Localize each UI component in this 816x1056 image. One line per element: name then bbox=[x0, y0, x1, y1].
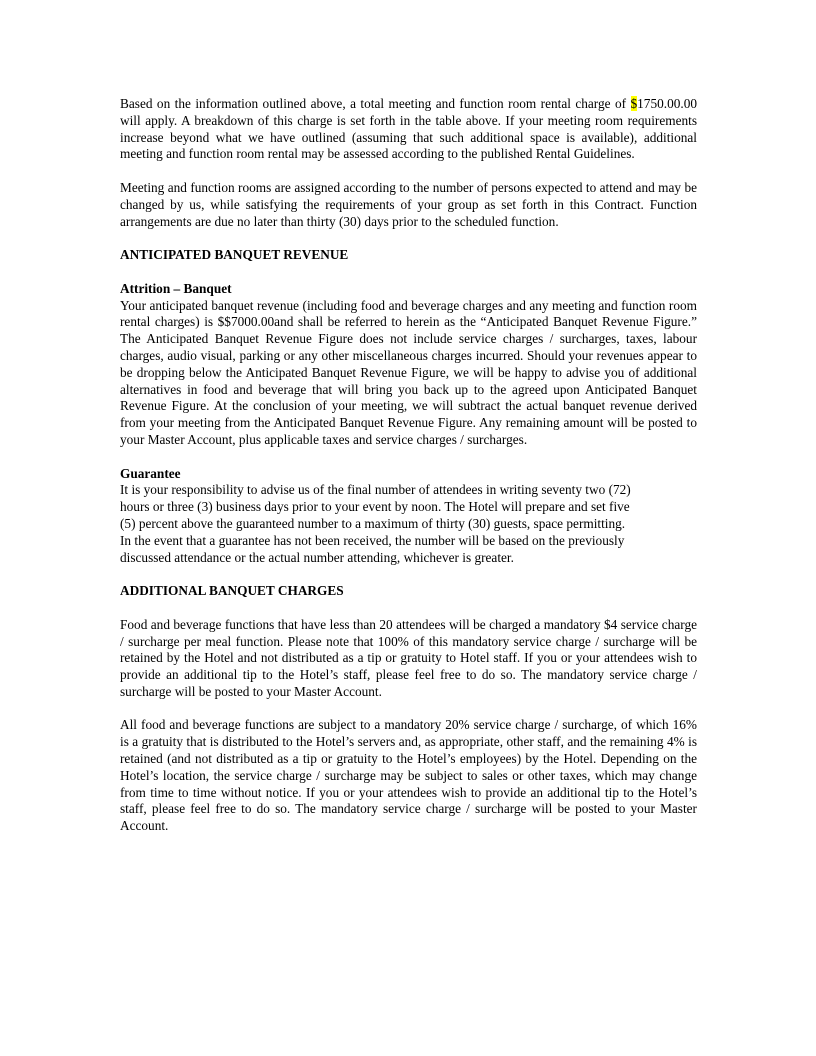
guarantee-line: (5) percent above the guaranteed number to a maximum of thirty (30) guests, space permitting. bbox=[120, 515, 626, 531]
attrition-paragraph: Your anticipated banquet revenue (including food and beverage charges and any meeting and function room rental charges) is $$7000.00and shall be referred to herein as the “Anticipated Banquet Revenue Figure.” The Anticipated Banquet Revenue Figure does not include service charges / surcharges, taxes, labour charges, audio visual, parking or any other miscellaneous charges incurred. Should your revenues appear to be dropping below the Anticipated Banquet Revenue Figure, we will be happy to advise you of additional alternatives in food and beverage that will bring you back up to the agreed upon Anticipated Banquet Revenue Figure. At the conclusion of your meeting, we will subtract the actual banquet revenue derived from your meeting from the Anticipated Banquet Revenue Figure. Any remaining amount will be posted to your Master Account, plus applicable taxes and service charges / surcharges. bbox=[120, 297, 697, 447]
room-assignment-paragraph: Meeting and function rooms are assigned according to the number of persons expected to attend and may be changed by us, while satisfying the requirements of your group as set forth in this Contract. Function arrangements are due no later than thirty (30) days prior to the scheduled function. bbox=[120, 179, 697, 229]
spacer bbox=[120, 600, 697, 617]
service-charge-paragraph: All food and beverage functions are subject to a mandatory 20% service charge / surcharge, of which 16% is a gratuity that is distributed to the Hotel’s servers and, as appropriate, other staff, and the remaining 4% is retained (and not distributed as a tip or gratuity to the Hotel’s employees) by the Hotel. Depending on the Hotel’s location, the service charge / surcharge may be subject to sales or other taxes, which may change from time to time without notice. If you or your attendees wish to provide an additional tip to the Hotel’s staff, please feel free to do so. The mandatory service charge / surcharge will be posted to your Master Account. bbox=[120, 717, 697, 834]
spacer bbox=[120, 701, 697, 718]
guarantee-line: discussed attendance or the actual number attending, whichever is greater. bbox=[120, 549, 514, 565]
room-rental-amount-text: 1750.00.00 will apply. A breakdown of this charge is set forth in the table above. If your meeting room requirements increase beyond what we have outlined (assuming that such additional space is available), additional meeting and function room rental may be assessed according to the published Rental Guidelines. bbox=[120, 96, 697, 162]
anticipated-revenue-heading: ANTICIPATED BANQUET REVENUE bbox=[120, 247, 349, 263]
guarantee-heading: Guarantee bbox=[120, 465, 181, 481]
highlighted-dollar-sign: $ bbox=[630, 96, 638, 111]
spacer bbox=[120, 449, 697, 466]
contract-page bbox=[120, 96, 697, 835]
spacer bbox=[120, 264, 697, 281]
room-rental-intro: Based on the information outlined above, a total meeting and function room rental charge of bbox=[120, 96, 631, 111]
small-group-charge-paragraph: Food and beverage functions that have less than 20 attendees will be charged a mandatory $4 service charge / surcharge per meal function. Please note that 100% of this mandatory service charge / surcharge will be retained by the Hotel and not distributed as a tip or gratuity to Hotel staff. If you or your attendees wish to provide an additional tip to the Hotel’s staff, please feel free to do so. The mandatory service charge / surcharge will be posted to your Master Account. bbox=[120, 616, 697, 699]
spacer bbox=[120, 230, 697, 247]
spacer bbox=[120, 163, 697, 180]
guarantee-paragraph bbox=[120, 482, 697, 566]
room-rental-paragraph bbox=[120, 96, 697, 163]
spacer bbox=[120, 566, 697, 583]
additional-charges-heading: ADDITIONAL BANQUET CHARGES bbox=[120, 583, 344, 599]
guarantee-line: It is your responsibility to advise us of the final number of attendees in writing seventy two (72) bbox=[120, 482, 631, 498]
guarantee-line: hours or three (3) business days prior to your event by noon. The Hotel will prepare and set five bbox=[120, 499, 630, 515]
guarantee-line: In the event that a guarantee has not been received, the number will be based on the previously bbox=[120, 532, 625, 548]
attrition-heading: Attrition – Banquet bbox=[120, 280, 232, 296]
